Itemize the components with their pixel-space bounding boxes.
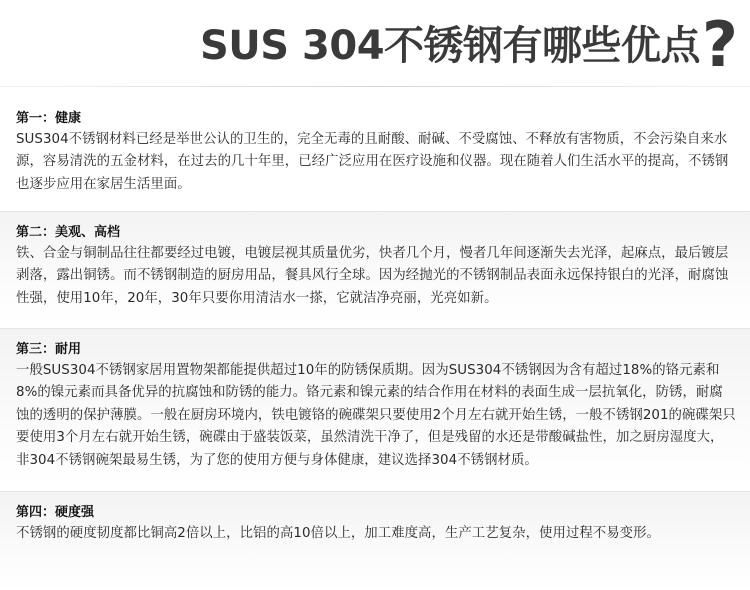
section-title: 第三：耐用	[16, 342, 82, 357]
page-header	[0, 0, 750, 98]
section-body: SUS304不锈钢材料已经是举世公认的卫生的，完全无毒的且耐酸、耐碱、不受腐蚀、不释放有害物质，不会污染自来水源，容易清洗的五金材料，在过去的几十年里，已经广泛应用在医疗设施和仪器。现在随着人们生活水平的提高，不锈钢也逐步应用在家居生活里面。	[16, 132, 729, 192]
page-title-text: SUS 304不锈钢有哪些优点	[200, 23, 701, 69]
page-title	[200, 8, 738, 81]
section-health	[0, 104, 750, 208]
section-body: 铁、合金与铜制品往往都要经过电镀，电镀层视其质量优劣，快者几个月，慢者几年间逐渐失去光泽，起麻点，最后镀层剥落，露出铜锈。而不锈钢制造的厨房用品，餐具风行全球。因为经抛光的不锈钢制品表面永远保持银白的光泽，耐腐蚀性强，使用10年，20年，30年只要你用清洁水一搽，它就洁净亮丽，光亮如新。	[16, 246, 729, 306]
header-divider	[0, 86, 750, 87]
section-title: 第四：硬度强	[16, 505, 95, 520]
section-title: 第二：美观、高档	[16, 225, 121, 240]
section-hardness	[0, 492, 750, 590]
section-appearance	[0, 212, 750, 324]
section-body: 一般SUS304不锈钢家居用置物架都能提供超过10年的防锈保质期。因为SUS304不锈钢因为含有超过18%的铬元素和8%的镍元素而具备优异的抗腐蚀和防锈的能力。铬元素和镍元素的结合作用在材料的表面生成一层抗氧化，防锈，耐腐蚀的透明的保护薄膜。一般在厨房环境内，铁电镀铬的碗碟架只要使用2个月左右就开始生锈，一般不锈钢201的碗碟架只要使用3个月左右就开始生锈，碗碟由于盛装饭菜，虽然清洗干净了，但是残留的水还是带酸碱盐性，加之厨房湿度大，非304不锈钢碗架最易生锈，为了您的使用方便与身体健康，建议选择304不锈钢材质。	[16, 363, 736, 468]
section-durability	[0, 329, 750, 487]
question-mark-icon: ?	[702, 8, 738, 81]
section-body: 不锈钢的硬度韧度都比铜高2倍以上，比铝的高10倍以上，加工难度高，生产工艺复杂，使用过程不易变形。	[16, 526, 660, 541]
section-title: 第一：健康	[16, 111, 82, 126]
